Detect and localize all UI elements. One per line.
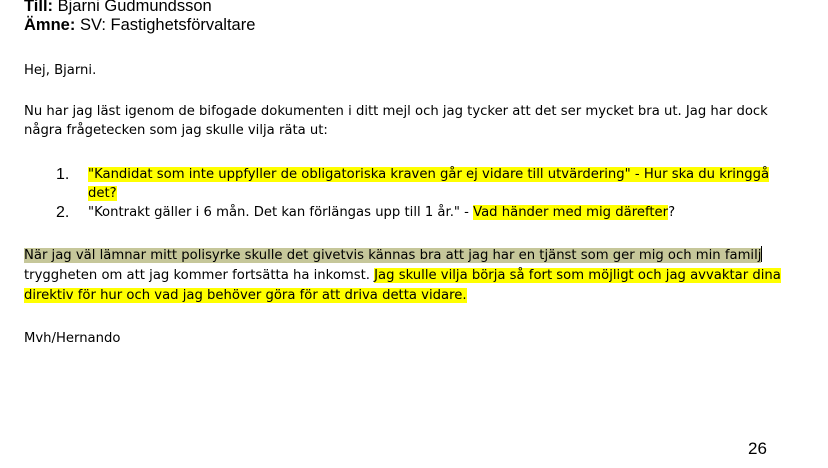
list-item-2-line (88, 203, 675, 223)
subject-line (24, 15, 255, 35)
greeting: Hej, Bjarni. (24, 63, 97, 78)
subject-label: Ämne: (24, 16, 76, 34)
to-label: Till: (24, 0, 54, 15)
page-number: 26 (748, 439, 767, 458)
list-item-1-line-1 (88, 165, 769, 185)
list-item-2-end: ? (668, 205, 676, 220)
intro-line-1: Nu har jag läst igenom de bifogade dokumenten i ditt mejl och jag tycker att det ser mycket bra ut. Jag har dock (24, 104, 768, 119)
list-item-2-quote: "Kontrakt gäller i 6 mån. Det kan förlängas upp till 1 år." - (88, 205, 474, 220)
list-item-1-text: "Kandidat som inte uppfyller de obligatoriska kraven går ej vidare till utvärdering" - Hur ska du kringgå (88, 167, 770, 182)
subject-value: SV: Fastighetsförvaltare (79, 16, 256, 34)
paragraph-line-3-highlight: direktiv för hur och vad jag behöver göra för att driva detta vidare. (24, 288, 467, 303)
intro-line-2: några frågetecken som jag skulle vilja räta ut: (24, 123, 328, 138)
paragraph-line-2-highlight: Jag skulle vilja börja så fort som möjligt och jag avvaktar dina (374, 268, 781, 283)
list-item-2-question: Vad händer med mig därefter (473, 205, 669, 220)
list-item-1-line-2 (88, 184, 117, 204)
list-item-1-number: 1. (56, 166, 70, 183)
to-line (24, 0, 212, 16)
signoff: Mvh/Hernando (24, 331, 121, 346)
paragraph-line-2-plain: tryggheten om att jag kommer fortsätta ha inkomst. (24, 268, 375, 283)
paragraph-line-3 (24, 286, 467, 306)
paragraph-line-2 (24, 266, 781, 286)
text-cursor (761, 246, 762, 262)
paragraph-line-1[interactable] (24, 246, 762, 266)
list-item-1-text-cont: det? (88, 186, 117, 201)
to-value: Bjarni Gudmundsson (57, 0, 212, 15)
selected-text[interactable]: När jag väl lämnar mitt polisyrke skulle det givetvis kännas bra att jag har en tjänst som ger mig och min familj (24, 248, 762, 263)
list-item-2-number: 2. (56, 204, 70, 221)
